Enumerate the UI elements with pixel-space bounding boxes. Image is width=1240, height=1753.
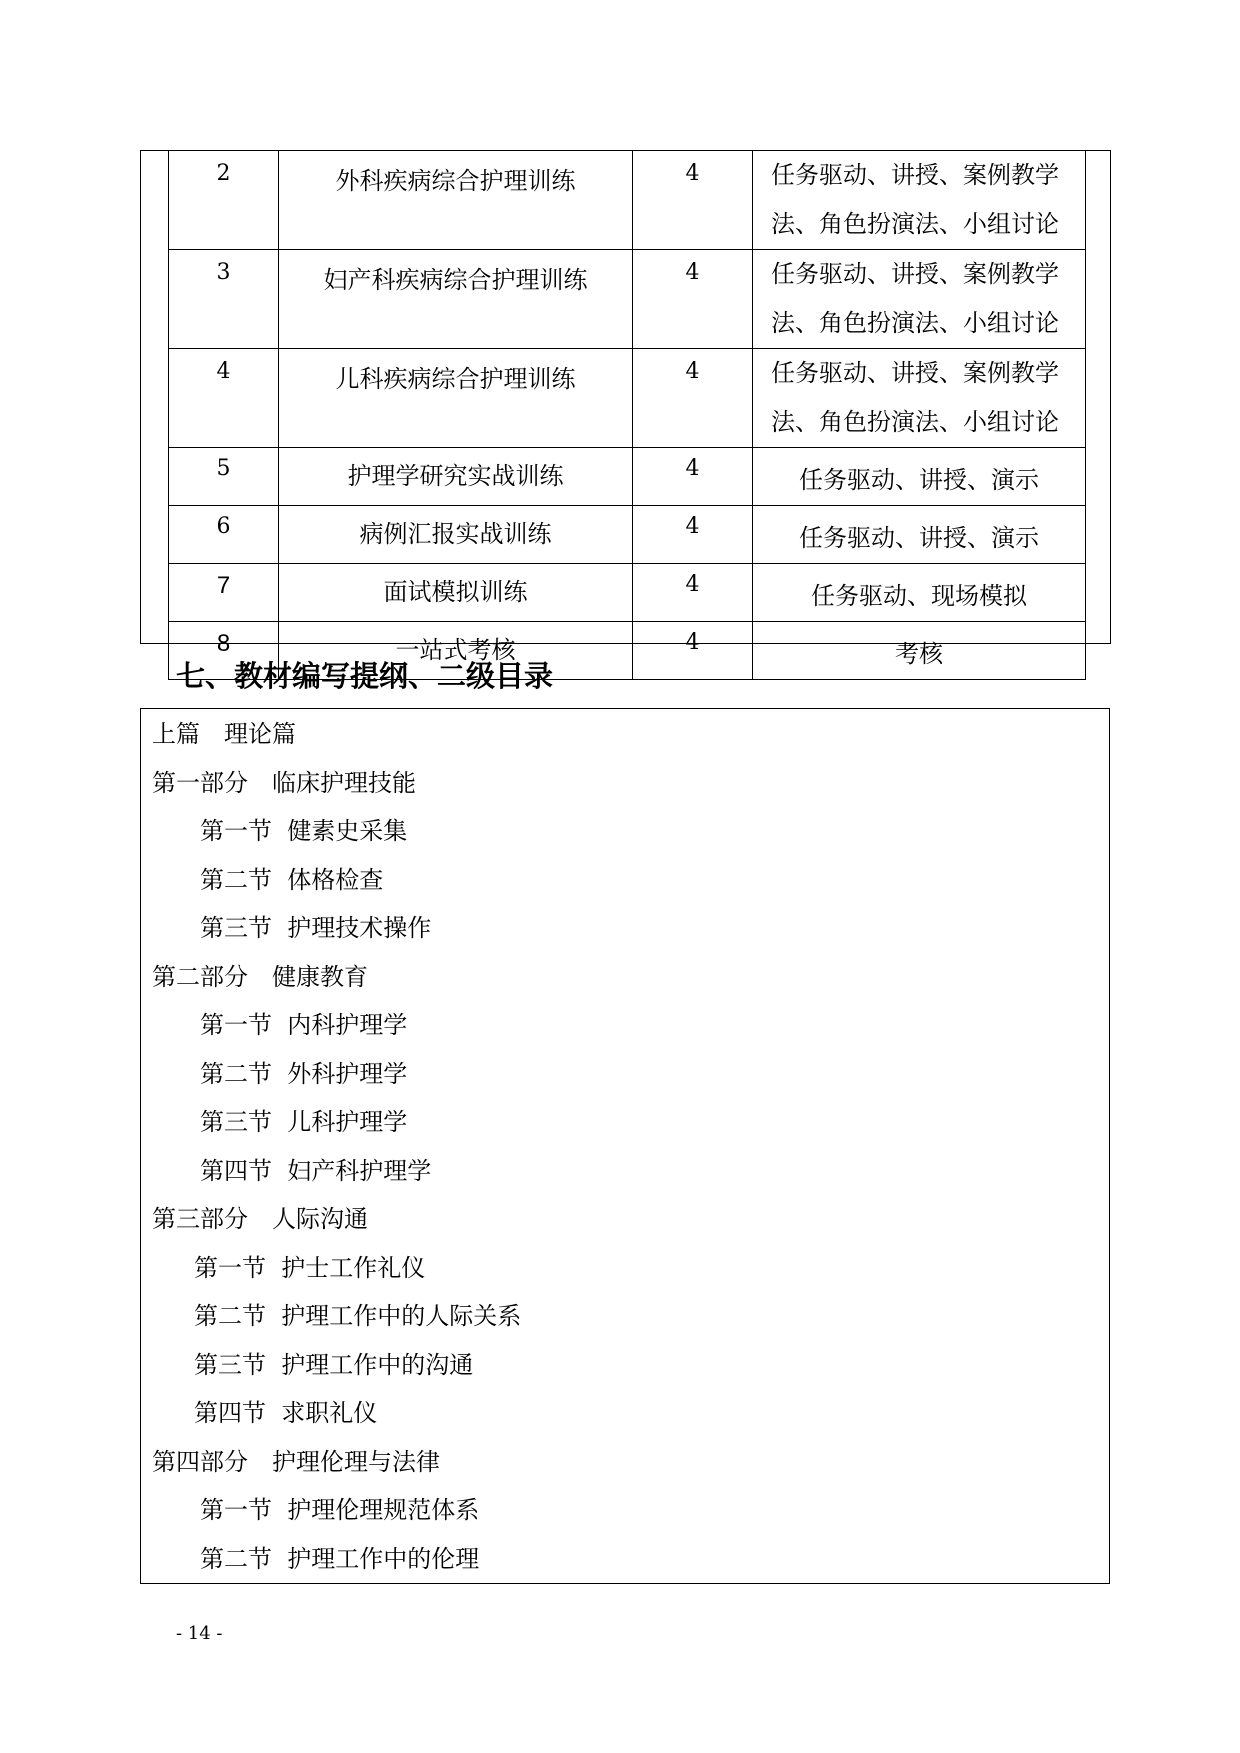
cell-number: 3 (169, 250, 279, 349)
table-row (169, 564, 1086, 622)
cell-hours: 4 (633, 506, 753, 564)
cell-title: 病例汇报实战训练 (279, 506, 633, 564)
outline-section: 第一节 护理伦理规范体系 (200, 1496, 480, 1524)
cell-number: 7 (169, 564, 279, 622)
cell-hours: 4 (633, 151, 753, 250)
cell-hours: 4 (633, 564, 753, 622)
outline-section: 第一节 健素史采集 (200, 817, 408, 845)
method-line: 任务驱动、现场模拟 (811, 582, 1027, 610)
cell-title: 外科疾病综合护理训练 (279, 151, 633, 250)
cell-title: 面试模拟训练 (279, 564, 633, 622)
method-line: 法、角色扮演法、小组讨论 (771, 309, 1059, 337)
outline-part: 第一部分 临床护理技能 (152, 768, 416, 797)
outline-section: 第二节 外科护理学 (200, 1059, 408, 1088)
method-line: 法、角色扮演法、小组讨论 (771, 210, 1059, 238)
outline-part: 第四部分 护理伦理与法律 (152, 1447, 440, 1476)
cell-title: 儿科疾病综合护理训练 (279, 349, 633, 448)
outline-section: 第二节 护理工作中的伦理 (200, 1544, 480, 1573)
method-line: 考核 (895, 640, 943, 668)
outline-section: 第二节 护理工作中的人际关系 (194, 1302, 522, 1330)
cell-method (753, 250, 1086, 349)
schedule-table (168, 150, 1086, 680)
cell-title: 一站式考核 (279, 622, 633, 680)
method-line: 任务驱动、讲授、案例教学 (771, 359, 1059, 387)
cell-method (753, 151, 1086, 250)
method-line: 法、角色扮演法、小组讨论 (771, 408, 1059, 436)
cell-method (753, 448, 1086, 506)
table-row (169, 349, 1086, 448)
outline-section: 第二节 体格检查 (200, 865, 384, 894)
outline-part: 第三部分 人际沟通 (152, 1205, 368, 1233)
cell-title: 护理学研究实战训练 (279, 448, 633, 506)
outline-section: 第四节 求职礼仪 (194, 1399, 378, 1427)
schedule-table-body (169, 151, 1086, 680)
cell-hours: 4 (633, 250, 753, 349)
cell-hours: 4 (633, 622, 753, 680)
outline-section: 第四节 妇产科护理学 (200, 1156, 432, 1185)
outline-section: 第三节 儿科护理学 (200, 1108, 408, 1136)
method-line: 任务驱动、讲授、演示 (799, 466, 1039, 494)
outline-section: 第一节 护士工作礼仪 (194, 1253, 426, 1282)
table-row (169, 506, 1086, 564)
table-row (169, 448, 1086, 506)
method-line: 任务驱动、讲授、演示 (799, 524, 1039, 552)
cell-number: 5 (169, 448, 279, 506)
cell-number: 8 (169, 622, 279, 680)
cell-method (753, 622, 1086, 680)
cell-hours: 4 (633, 349, 753, 448)
cell-method (753, 564, 1086, 622)
section-heading: 七、教材编写提纲、二级目录 (176, 659, 554, 693)
table-row (169, 151, 1086, 250)
cell-method (753, 506, 1086, 564)
table-row (169, 250, 1086, 349)
cell-method (753, 349, 1086, 448)
outline-part: 上篇 理论篇 (152, 720, 296, 748)
cell-number: 6 (169, 506, 279, 564)
outline-section: 第三节 护理技术操作 (200, 914, 432, 942)
cell-title: 妇产科疾病综合护理训练 (279, 250, 633, 349)
cell-number: 2 (169, 151, 279, 250)
outline-section: 第三节 护理工作中的沟通 (194, 1350, 474, 1379)
cell-hours: 4 (633, 448, 753, 506)
outline-part: 第二部分 健康教育 (152, 962, 368, 991)
cell-number: 4 (169, 349, 279, 448)
outline-section: 第一节 内科护理学 (200, 1011, 408, 1039)
method-line: 任务驱动、讲授、案例教学 (771, 260, 1059, 288)
method-line: 任务驱动、讲授、案例教学 (771, 161, 1059, 189)
page-number: - 14 - (176, 1623, 223, 1644)
